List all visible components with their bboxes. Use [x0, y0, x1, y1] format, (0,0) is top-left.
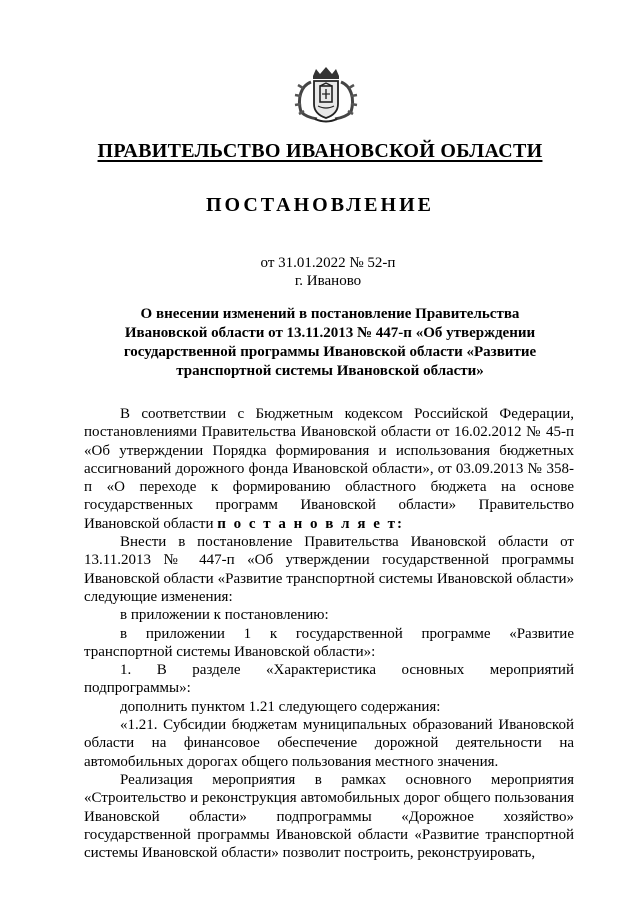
government-name: ПРАВИТЕЛЬСТВО ИВАНОВСКОЙ ОБЛАСТИ: [97, 140, 543, 162]
body-paragraph: в приложении к постановлению:: [120, 607, 329, 624]
body-paragraph: 1. В разделе «Характеристика основных мероприятий подпрограммы»:: [84, 662, 574, 697]
body-paragraph: Внести в постановление Правительства Ивановской области от 13.11.2013 № 447-п «Об утверждении государственной программы Ивановской области «Развитие транспортной системы Ивановской области» следующие изменения:: [84, 534, 574, 605]
body-paragraph: дополнить пунктом 1.21 следующего содержания:: [120, 698, 441, 715]
document-body: [84, 405, 574, 862]
body-paragraph-preamble: [84, 405, 574, 533]
body-paragraph: «1.21. Субсидии бюджетам муниципальных образований Ивановской области на финансовое обеспечение дорожной деятельности на автомобильных дорогах общего пользования местного значения.: [84, 717, 574, 770]
document-subject-heading: О внесении изменений в постановление Правительства Ивановской области от 13.11.2013 № 447-п «Об утверждении государственной программы Ивановской области «Развитие транспортной системы Ивановской области»: [123, 306, 537, 379]
document-city: г. Иваново: [294, 273, 362, 289]
ivanovo-coat-of-arms-icon: [291, 64, 361, 124]
document-type-title: ПОСТАНОВЛЕНИЕ: [206, 194, 434, 216]
body-paragraph: Реализация мероприятия в рамках основного мероприятия «Строительство и реконструкция автомобильных дорог общего пользования Ивановской области» подпрограммы «Дорожное хозяйство» государственной программы Ивановской области «Развитие транспортной системы Ивановской области» позволит построить, реконструировать,: [84, 771, 574, 862]
document-date-number: от 31.01.2022 № 52-п: [260, 255, 396, 271]
preamble-text: В соответствии с Бюджетным кодексом Российской Федерации, постановлениями Правительства Ивановской области от 16.02.2012 № 45-п «Об утверждении Порядка формирования и использования бюджетных ассигнований дорожного фонда Ивановской области», от 03.09.2013 № 358-п «О переходе к формированию областного бюджета на основе государственных программ Ивановской области» Правительство Ивановской области: [84, 406, 574, 532]
decision-word: п о с т а н о в л я е т:: [217, 515, 404, 532]
body-paragraph: в приложении 1 к государственной программе «Развитие транспортной системы Ивановской области»:: [84, 625, 574, 660]
